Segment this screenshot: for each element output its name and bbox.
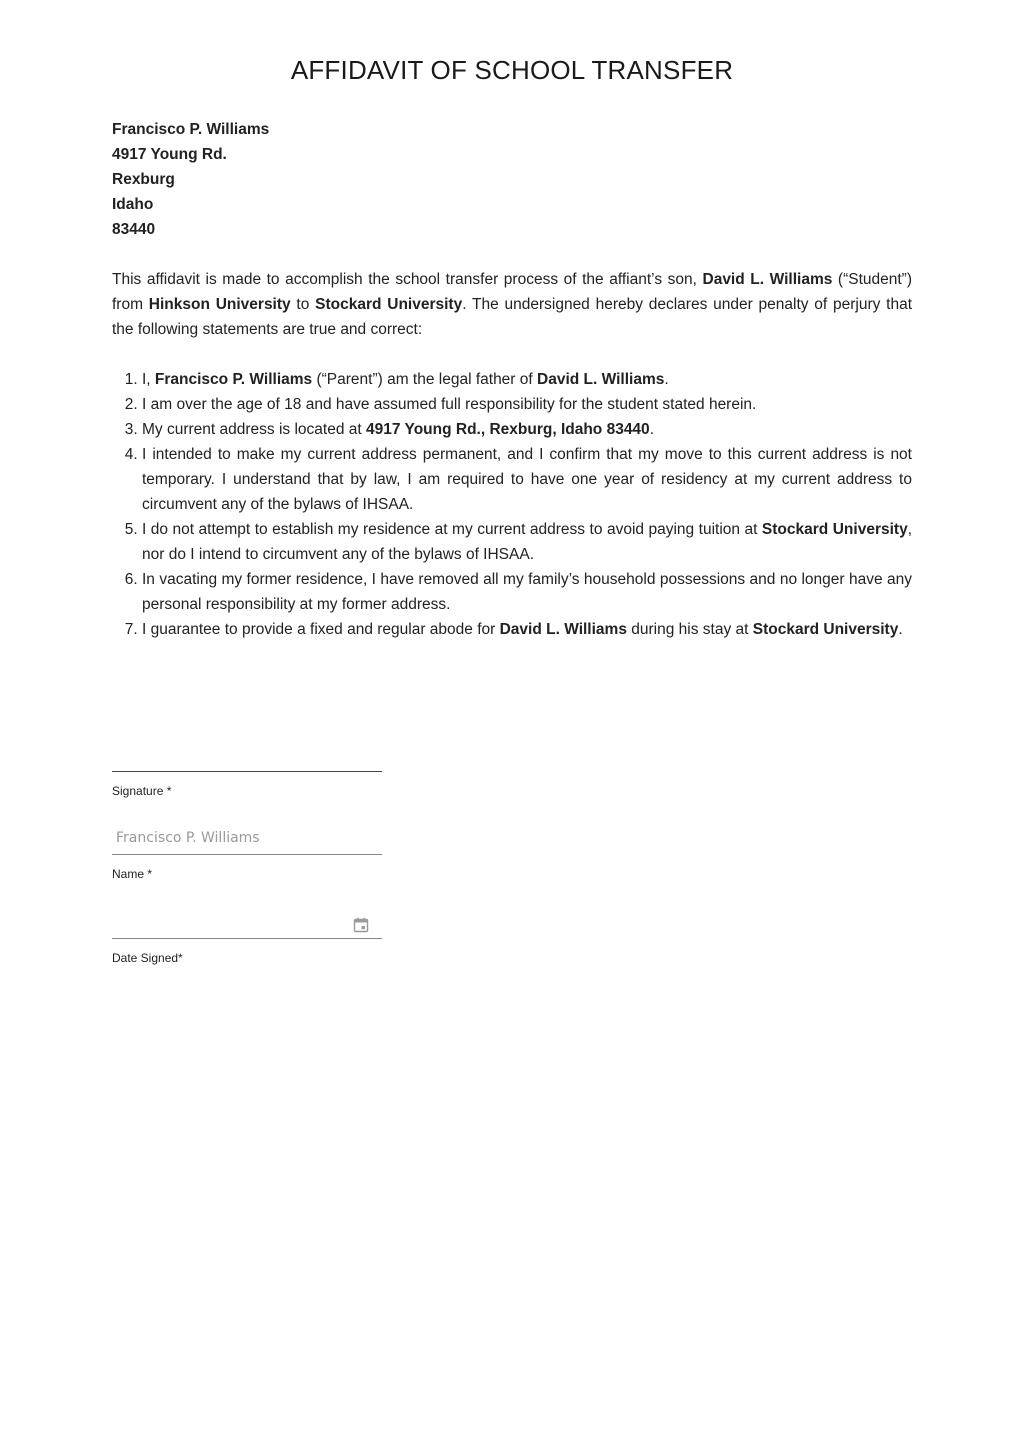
statement-text: I intended to make my current address permanent, and I confirm that my move to this current address is not temporary. I understand that by law, I am required to have one year of residency at my current address to circumvent any of the bylaws of IHSAA.: [142, 446, 912, 513]
parent-name: Francisco P. Williams: [154, 371, 313, 388]
school-name: Stockard University: [752, 621, 899, 638]
student-name: David L. Williams: [702, 271, 833, 288]
statement-item: [142, 442, 912, 517]
statement-text: .: [664, 371, 669, 388]
intro-text: (“Student”) from: [112, 271, 912, 313]
from-school: Hinkson University: [148, 296, 291, 313]
statement-text: My current address is located at: [142, 421, 366, 438]
statement-text: I do not attempt to establish my residence at my current address to avoid paying tuition at: [142, 521, 762, 538]
statement-item: [142, 567, 912, 617]
statement-item: [142, 392, 912, 417]
affiant-state: Idaho: [112, 196, 154, 213]
document-title: AFFIDAVIT OF SCHOOL TRANSFER: [290, 55, 734, 85]
statements-list: [112, 367, 912, 642]
statement-text: I guarantee to provide a fixed and regular abode for: [142, 621, 500, 638]
date-signed-field[interactable]: [112, 904, 382, 939]
statement-text: .: [898, 621, 903, 638]
affiant-street: 4917 Young Rd.: [112, 146, 227, 163]
name-input[interactable]: [112, 821, 382, 855]
signature-field[interactable]: [112, 740, 382, 772]
student-name: David L. Williams: [537, 371, 665, 388]
signature-label: Signature *: [112, 784, 172, 798]
affiant-city: Rexburg: [112, 171, 175, 188]
statement-text: .: [649, 421, 654, 438]
name-label: Name *: [112, 867, 153, 881]
affiant-name: Francisco P. Williams: [112, 121, 270, 138]
statement-text: In vacating my former residence, I have removed all my family’s household possessions and no longer have any personal responsibility at my former address.: [142, 571, 912, 613]
statement-text: (“Parent”) am the legal father of: [312, 371, 538, 388]
school-name: Stockard University: [761, 521, 908, 538]
statement-item: [142, 367, 912, 392]
current-address: 4917 Young Rd., Rexburg, Idaho 83440: [366, 421, 650, 438]
statement-text: during his stay at: [626, 621, 753, 638]
affiant-address-block: [112, 117, 912, 242]
intro-text: This affidavit is made to accomplish the school transfer process of the affiant’s son,: [112, 271, 703, 288]
statement-item: [142, 617, 912, 642]
intro-text: to: [290, 296, 316, 313]
statement-item: [142, 517, 912, 567]
student-name: David L. Williams: [499, 621, 627, 638]
affiant-zip: 83440: [112, 221, 156, 238]
date-signed-label: Date Signed*: [112, 951, 183, 965]
to-school: Stockard University: [315, 296, 463, 313]
intro-text: . The undersigned hereby declares under penalty of perjury that the following statements are true and correct:: [112, 296, 912, 338]
intro-paragraph: [112, 267, 912, 342]
statement-item: [142, 417, 912, 442]
signature-form: [112, 740, 382, 966]
statement-text: I,: [142, 371, 155, 388]
statement-text: I am over the age of 18 and have assumed full responsibility for the student stated herein.: [142, 396, 757, 413]
calendar-icon[interactable]: [353, 917, 369, 933]
statement-text: , nor do I intend to circumvent any of the bylaws of IHSAA.: [142, 521, 912, 563]
